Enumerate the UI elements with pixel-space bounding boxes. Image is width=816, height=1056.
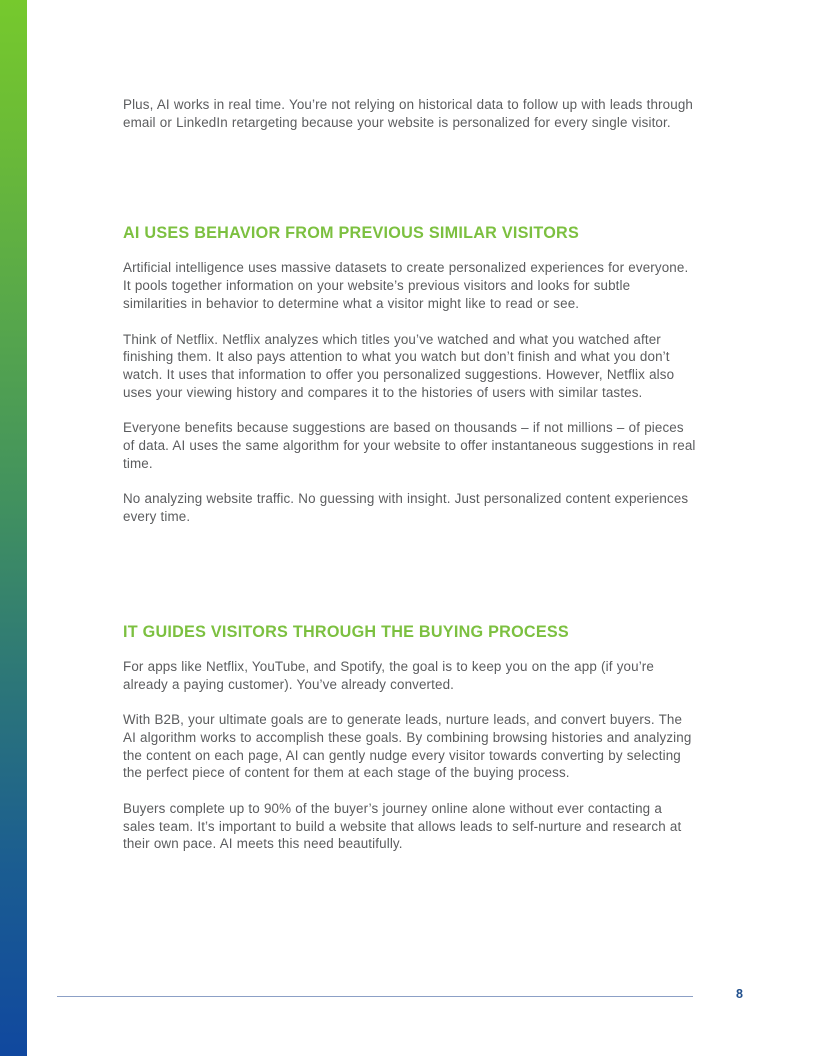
section-2-paragraph-3: Buyers complete up to 90% of the buyer’s journey online alone without ever contacting a sales team. It’s important to build a website that allows leads to self-nurture and research at their own pace. AI meets this need beautifully.: [123, 801, 682, 852]
footer-divider: [57, 996, 693, 997]
page-number: 8: [736, 987, 743, 1001]
page-content: [123, 96, 697, 871]
page-footer: [0, 986, 816, 1026]
section-2-paragraph-1: For apps like Netflix, YouTube, and Spotify, the goal is to keep you on the app (if you’re already a paying customer). You’ve already converted.: [123, 658, 654, 692]
spacer: [123, 149, 697, 223]
decorative-gradient-bar: [0, 0, 27, 1056]
section-2-paragraph-2: With B2B, your ultimate goals are to generate leads, nurture leads, and convert buyers. The AI algorithm works to accomplish these goals. By combining browsing histories and analyzing the content on each page, AI can gently nudge every visitor towards converting by selecting the perfect piece of content for them at each stage of the buying process.: [123, 712, 692, 781]
section-heading-ai-uses-behavior: AI USES BEHAVIOR FROM PREVIOUS SIMILAR VISITORS: [123, 224, 580, 243]
section-1-paragraph-1: Artificial intelligence uses massive datasets to create personalized experiences for everyone. It pools together information on your website’s previous visitors and looks for subtle similarities in behavior to determine what a visitor might like to read or see.: [123, 260, 689, 311]
section-heading-it-guides-visitors: IT GUIDES VISITORS THROUGH THE BUYING PROCESS: [123, 622, 569, 641]
spacer: [123, 544, 697, 622]
intro-paragraph: Plus, AI works in real time. You’re not relying on historical data to follow up with leads through email or LinkedIn retargeting because your website is personalized for every single visitor.: [123, 97, 693, 130]
section-1-paragraph-2: Think of Netflix. Netflix analyzes which titles you’ve watched and what you watched after finishing them. It also pays attention to what you watch but don’t finish and what you don’t watch. It uses that information to offer you personalized suggestions. However, Netflix also uses your viewing history and compares it to the histories of users with similar tastes.: [123, 331, 675, 400]
section-1-paragraph-4: No analyzing website traffic. No guessing with insight. Just personalized content experiences every time.: [123, 491, 689, 525]
section-1-paragraph-3: Everyone benefits because suggestions are based on thousands – if not millions – of pieces of data. AI uses the same algorithm for your website to offer instantaneous suggestions in real time.: [123, 420, 696, 471]
